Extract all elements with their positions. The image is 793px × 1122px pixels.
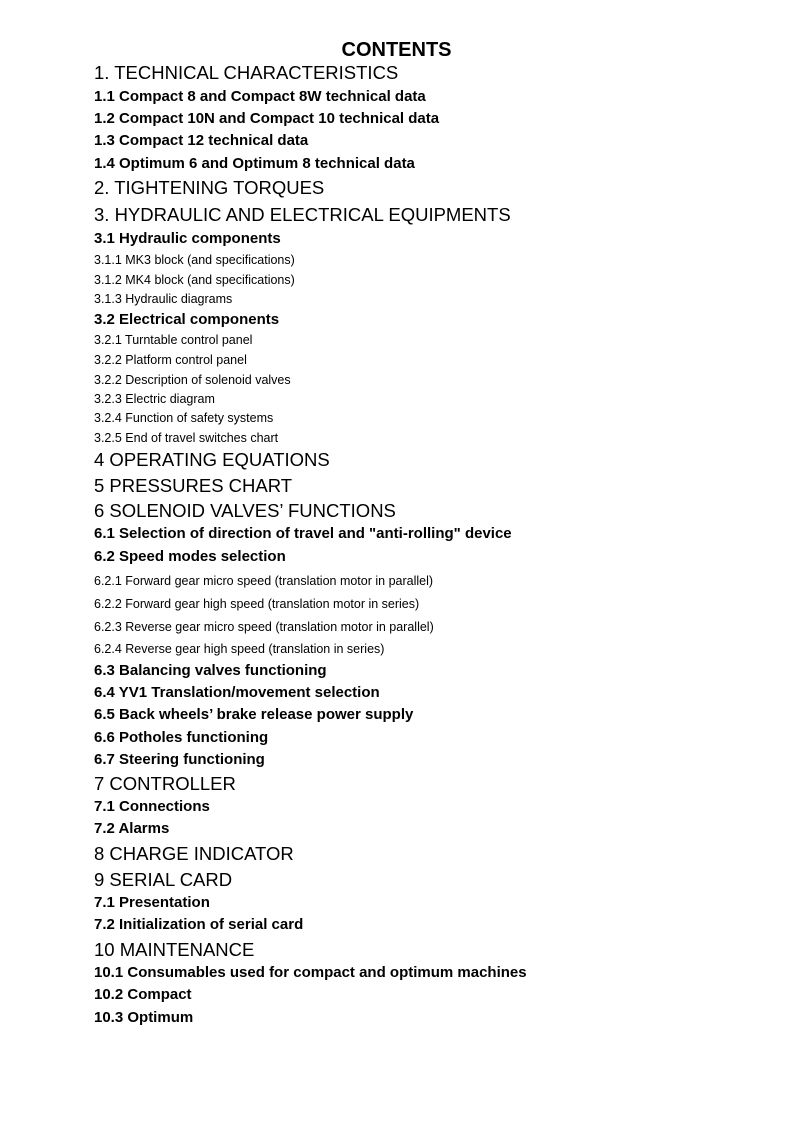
toc-section-heading: 10 MAINTENANCE bbox=[94, 939, 255, 960]
toc-item: 3.2.2 Description of solenoid valves bbox=[94, 373, 291, 387]
toc-subsection: 6.6 Potholes functioning bbox=[94, 729, 269, 746]
toc-item: 6.2.2 Forward gear high speed (translation motor in series) bbox=[94, 597, 420, 611]
toc-subsection: 1.4 Optimum 6 and Optimum 8 technical data bbox=[94, 155, 415, 172]
toc-item: 3.1.2 MK4 block (and specifications) bbox=[94, 273, 295, 287]
toc-item: 6.2.1 Forward gear micro speed (translation motor in parallel) bbox=[94, 574, 434, 588]
toc-section-heading: 5 PRESSURES CHART bbox=[94, 475, 293, 496]
toc-subsection: 6.2 Speed modes selection bbox=[94, 548, 286, 565]
toc-item: 6.2.3 Reverse gear micro speed (translation motor in parallel) bbox=[94, 620, 434, 634]
toc-section-heading: 6 SOLENOID VALVES’ FUNCTIONS bbox=[94, 500, 396, 521]
toc-item: 3.2.2 Platform control panel bbox=[94, 353, 247, 367]
toc-subsection: 7.1 Presentation bbox=[94, 894, 210, 911]
toc-subsection: 10.2 Compact bbox=[94, 986, 192, 1003]
toc-subsection: 1.3 Compact 12 technical data bbox=[94, 132, 309, 149]
toc-subsection: 7.1 Connections bbox=[94, 798, 210, 815]
toc-section-heading: 3. HYDRAULIC AND ELECTRICAL EQUIPMENTS bbox=[94, 204, 511, 225]
toc-item: 6.2.4 Reverse gear high speed (translation in series) bbox=[94, 642, 385, 656]
toc-item: 3.2.4 Function of safety systems bbox=[94, 411, 274, 425]
toc-subsection: 6.5 Back wheels’ brake release power supply bbox=[94, 706, 414, 723]
toc-item: 3.1.1 MK3 block (and specifications) bbox=[94, 253, 295, 267]
toc-subsection: 3.2 Electrical components bbox=[94, 311, 280, 328]
toc-section-heading: 8 CHARGE INDICATOR bbox=[94, 843, 294, 864]
toc-subsection: 7.2 Alarms bbox=[94, 820, 170, 837]
toc-subsection: 6.4 YV1 Translation/movement selection bbox=[94, 684, 380, 701]
page-title: CONTENTS bbox=[341, 39, 452, 61]
toc-section-heading: 9 SERIAL CARD bbox=[94, 869, 233, 890]
toc-section-heading: 4 OPERATING EQUATIONS bbox=[94, 449, 330, 470]
toc-item: 3.2.3 Electric diagram bbox=[94, 392, 215, 406]
toc-subsection: 1.1 Compact 8 and Compact 8W technical data bbox=[94, 88, 426, 105]
toc-item: 3.2.5 End of travel switches chart bbox=[94, 431, 279, 445]
toc-subsection: 6.3 Balancing valves functioning bbox=[94, 662, 327, 679]
toc-section-heading: 7 CONTROLLER bbox=[94, 773, 236, 794]
toc-subsection: 7.2 Initialization of serial card bbox=[94, 916, 304, 933]
toc-section-heading: 2. TIGHTENING TORQUES bbox=[94, 177, 325, 198]
toc-subsection: 10.3 Optimum bbox=[94, 1009, 194, 1026]
toc-item: 3.1.3 Hydraulic diagrams bbox=[94, 292, 233, 306]
toc-subsection: 1.2 Compact 10N and Compact 10 technical data bbox=[94, 110, 440, 127]
toc-subsection: 6.1 Selection of direction of travel and "anti-rolling" device bbox=[94, 525, 512, 542]
toc-subsection: 10.1 Consumables used for compact and optimum machines bbox=[94, 964, 527, 981]
toc-item: 3.2.1 Turntable control panel bbox=[94, 333, 253, 347]
toc-section-heading: 1. TECHNICAL CHARACTERISTICS bbox=[94, 62, 399, 83]
toc-subsection: 3.1 Hydraulic components bbox=[94, 230, 281, 247]
toc-subsection: 6.7 Steering functioning bbox=[94, 751, 265, 768]
